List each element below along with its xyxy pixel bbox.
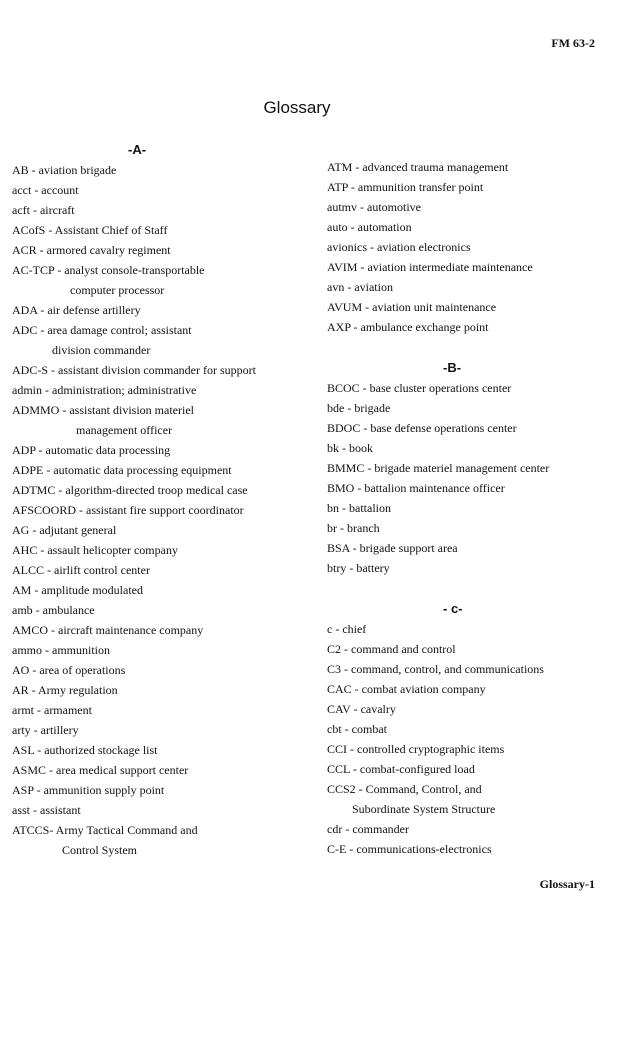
glossary-entry: AM - amplitude modulated (12, 583, 143, 597)
glossary-entry: c - chief (327, 622, 367, 636)
glossary-entry: C3 - command, control, and communications (327, 662, 544, 676)
glossary-entry: auto - automation (327, 220, 412, 234)
glossary-entry: admin - administration; administrative (12, 383, 197, 397)
glossary-entry: bde - brigade (327, 401, 391, 415)
glossary-entry: ATCCS- Army Tactical Command and (12, 823, 198, 837)
glossary-entry: asst - assistant (12, 803, 81, 817)
glossary-entry: AMCO - aircraft maintenance company (12, 623, 204, 637)
section-heading-b: -B- (443, 360, 462, 375)
glossary-entry: C-E - communications-electronics (327, 842, 492, 856)
glossary-entry: ADPE - automatic data processing equipment (12, 463, 232, 477)
glossary-entry: ASP - ammunition supply point (12, 783, 165, 797)
section-heading-a: -A- (128, 142, 147, 157)
glossary-entry: btry - battery (327, 561, 390, 575)
glossary-entry: ADTMC - algorithm-directed troop medical case (12, 483, 248, 497)
footer-page-number: Glossary-1 (539, 877, 595, 891)
glossary-entry: cbt - combat (327, 722, 387, 736)
glossary-entry: ACofS - Assistant Chief of Staff (12, 223, 168, 237)
glossary-entry-continuation: division commander (52, 343, 151, 357)
glossary-entry: BMO - battalion maintenance officer (327, 481, 505, 495)
glossary-entry: CAC - combat aviation company (327, 682, 486, 696)
glossary-entry: ATM - advanced trauma management (327, 160, 509, 174)
glossary-entry: amb - ambulance (12, 603, 95, 617)
glossary-entry: autmv - automotive (327, 200, 421, 214)
glossary-entry: acct - account (12, 183, 79, 197)
glossary-entry: BCOC - base cluster operations center (327, 381, 512, 395)
glossary-entry: ADC - area damage control; assistant (12, 323, 192, 337)
glossary-entry: AFSCOORD - assistant fire support coordinator (12, 503, 244, 517)
glossary-entry: bk - book (327, 441, 373, 455)
glossary-entry: CCS2 - Command, Control, and (327, 782, 482, 796)
header-document-code: FM 63-2 (551, 36, 595, 50)
glossary-entry: BDOC - base defense operations center (327, 421, 517, 435)
glossary-entry: br - branch (327, 521, 380, 535)
glossary-entry: AG - adjutant general (12, 523, 117, 537)
glossary-entry-continuation: computer processor (70, 283, 165, 297)
glossary-entry: ammo - ammunition (12, 643, 110, 657)
glossary-entry: ADMMO - assistant division materiel (12, 403, 194, 417)
glossary-entry: ATP - ammunition transfer point (327, 180, 484, 194)
section-heading-c: - c- (443, 601, 463, 616)
glossary-entry: ASL - authorized stockage list (12, 743, 158, 757)
glossary-entry: AVIM - aviation intermediate maintenance (327, 260, 533, 274)
page-title: Glossary (263, 98, 331, 117)
glossary-entry: AB - aviation brigade (12, 163, 117, 177)
glossary-entry: CAV - cavalry (327, 702, 396, 716)
glossary-entry: C2 - command and control (327, 642, 456, 656)
glossary-entry: armt - armament (12, 703, 92, 717)
glossary-entry: CCI - controlled cryptographic items (327, 742, 505, 756)
glossary-entry: ADP - automatic data processing (12, 443, 171, 457)
glossary-entry: AHC - assault helicopter company (12, 543, 178, 557)
glossary-entry: AC-TCP - analyst console-transportable (12, 263, 205, 277)
glossary-entry-continuation: Subordinate System Structure (352, 802, 496, 816)
glossary-entry-continuation: management officer (76, 423, 173, 437)
glossary-entry: arty - artillery (12, 723, 79, 737)
glossary-entry: BSA - brigade support area (327, 541, 458, 555)
glossary-entry: AR - Army regulation (12, 683, 118, 697)
glossary-entry: bn - battalion (327, 501, 391, 515)
glossary-entry: CCL - combat-configured load (327, 762, 475, 776)
glossary-entry: acft - aircraft (12, 203, 75, 217)
glossary-entry: avionics - aviation electronics (327, 240, 471, 254)
glossary-entry: ADA - air defense artillery (12, 303, 141, 317)
glossary-entry-continuation: Control System (62, 843, 138, 857)
glossary-left-column (12, 140, 312, 860)
glossary-entry: AO - area of operations (12, 663, 126, 677)
glossary-entry: AVUM - aviation unit maintenance (327, 300, 497, 314)
glossary-entry: ADC-S - assistant division commander for support (12, 363, 256, 377)
glossary-entry: cdr - commander (327, 822, 409, 836)
glossary-entry: ASMC - area medical support center (12, 763, 189, 777)
glossary-entry: ALCC - airlift control center (12, 563, 150, 577)
glossary-entry: avn - aviation (327, 280, 393, 294)
glossary-entry: ACR - armored cavalry regiment (12, 243, 171, 257)
glossary-entry: BMMC - brigade materiel management center (327, 461, 550, 475)
glossary-entry: AXP - ambulance exchange point (327, 320, 489, 334)
glossary-right-column (327, 157, 617, 859)
